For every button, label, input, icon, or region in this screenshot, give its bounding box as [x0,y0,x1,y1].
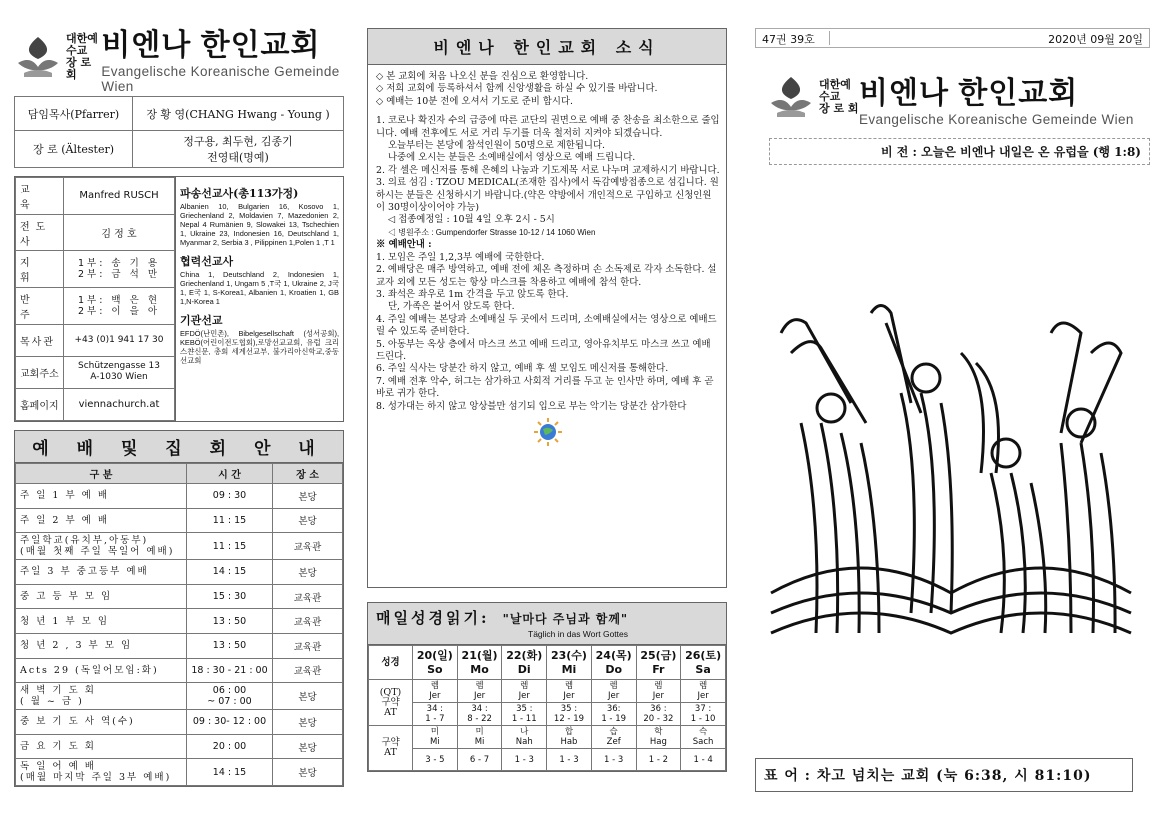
service-table [15,463,343,786]
logo-subtitle: Evangelische Koreanische Gemeinde Wien [859,111,1134,127]
bible-day-de: Di [517,662,531,676]
bible-day-row [369,646,726,680]
bible-day-de: So [427,662,443,676]
bible-cell: 34 : 1 - 7 [413,703,458,726]
bible-day-kr: 22(화) [506,648,543,662]
staff-label: 홈페이지 [16,388,64,420]
service-place: 교육관 [273,584,343,609]
logo-small-bottom: 장 로 회 [66,56,92,81]
globe-icon [376,417,720,451]
service-row [16,508,343,533]
bible-cell: 37 : 1 - 10 [681,703,726,726]
issue-bar [755,28,1150,48]
bible-day-kr: 21(월) [461,648,498,662]
service-time: 09 : 30 [187,484,273,509]
news-item: ◁ 병원주소 : Gumpendorfer Strasse 10-12 / 14 1060 Wien [388,227,596,237]
church-emblem-icon [14,33,62,81]
bible-day-de: Fr [652,662,665,676]
news-intro: ◇ 저희 교회에 등록하셔서 함께 신앙생활을 하실 수 있기를 바랍니다. [376,83,658,95]
org-title: 기관선교 [180,314,223,327]
bible-at-books-row [369,680,726,703]
bible-row-label: 구약 AT [369,726,413,771]
staff-label: 교회주소 [16,356,64,388]
service-name: 새 벽 기 도 회 ( 월 ~ 금 ) [16,683,187,710]
service-time: 13 : 50 [187,633,273,658]
bible-table [368,645,726,771]
bible-day-de: Sa [695,662,711,676]
bible-cell: 36: 1 - 19 [591,703,636,726]
news-item: 오늘부터는 본당에 참석인원이 50명으로 제한됩니다. [388,140,606,152]
bible-cell: 나 Nah [502,726,547,749]
service-header: 장 소 [273,464,343,484]
staff-table [15,177,175,421]
motto: 표 어 : 차고 넘치는 교회 (눅 6:38, 시 81:10) [755,758,1133,792]
org-text: EFDÖ(난민촌), Bibelgesellschaft (성서공회), KEBÖ(어린이전도협회),로망선교교회, 유럽 크리스챤신문, 총회 세계선교부, 불가리아신학교,중동선교회 [180,329,339,365]
issue-volume: 47권 39호 [762,31,830,45]
staff-value: 1부: 백 은 현 2부: 이 을 아 [64,288,175,325]
bible-cell: 습 Zef [591,726,636,749]
logo-title: 비엔나 한인교회 [101,29,321,62]
worship-title: ※ 예배안내 : [376,239,432,251]
bible-day [502,646,547,680]
service-row [16,560,343,585]
bible-cell: 36 : 20 - 32 [636,703,681,726]
service-place: 교육관 [273,633,343,658]
service-name: 금 요 기 도 회 [16,734,187,759]
service-place: 교육관 [273,658,343,683]
bible-cell: 1 - 2 [636,749,681,771]
bible-day [591,646,636,680]
bible-day-kr: 23(수) [550,648,587,662]
service-name: 청 년 1 부 모 임 [16,609,187,634]
service-name: 중 고 등 부 모 임 [16,584,187,609]
news-body [368,65,726,451]
service-time: 11 : 15 [187,533,273,560]
bible-day-kr: 25(금) [640,648,677,662]
service-header: 시 간 [187,464,273,484]
news-intro: ◇ 예배는 10분 전에 오셔서 기도로 준비 합시다. [376,95,573,107]
service-time: 09 : 30- 12 : 00 [187,710,273,735]
bible-day [547,646,592,680]
bible-cell: 미 Mi [413,726,458,749]
bible-row-label: 성경 [369,646,413,680]
pastor-value: 장 황 영(CHANG Hwang - Young ) [133,97,344,131]
bible-subtitle: "날마다 주님과 함께" [502,612,629,626]
logo-small-top: 대한예수교 [819,78,851,103]
staff-value: Manfred RUSCH [64,178,175,215]
bible-cell: 렘 Jer [502,680,547,703]
service-place: 교육관 [273,533,343,560]
service-name: 주 일 2 부 예 배 [16,508,187,533]
service-time: 06 : 00 ~ 07 : 00 [187,683,273,710]
partner-title: 협력선교사 [180,255,234,268]
church-info [14,176,344,422]
staff-label: 전도사 [16,214,64,251]
service-row [16,484,343,509]
bible-day-de: Mi [561,662,577,676]
issue-date: 2020년 09월 20일 [1048,33,1143,46]
worship-item: 2. 예배당은 매주 방역하고, 예배 전에 체온 측정하며 손 소독제로 각자 소독한다. 설교자 외에 모든 성도는 항상 마스크를 착용하고 예배에 참석 한다. [376,264,717,288]
bible-row-label: (QT) 구약 AT [369,680,413,726]
service-place: 본당 [273,508,343,533]
elder-value: 정구용, 최두현, 김종기 전영태(명예) [133,131,344,168]
staff-value: 김 정 호 [64,214,175,251]
bible-day-kr: 26(토) [685,648,722,662]
service-row [16,584,343,609]
service-place: 본당 [273,759,343,786]
service-name: 주 일 1 부 예 배 [16,484,187,509]
staff-value: +43 (0)1 941 17 30 [64,324,175,356]
bible-cell: 35 : 12 - 19 [547,703,592,726]
middle-column [367,28,727,772]
homepage-link[interactable]: viennachurch.at [64,388,175,420]
bible-cell: 1 - 4 [681,749,726,771]
service-row [16,759,343,786]
service-place: 교육관 [273,609,343,634]
service-time: 13 : 50 [187,609,273,634]
logo-subtitle: Evangelische Koreanische Gemeinde Wien [101,64,340,94]
service-header: 구 분 [16,464,187,484]
staff-label: 지 휘 [16,251,64,288]
news-item: 2. 각 셀은 메신저를 통해 은혜의 나눔과 기도제목 서로 나누며 교제하시기 바랍니다. [376,164,720,176]
cover-logo [767,62,1150,132]
service-row [16,683,343,710]
service-row [16,734,343,759]
bible-cell: 1 - 3 [591,749,636,771]
service-row [16,710,343,735]
church-logo [14,22,344,92]
service-row [16,658,343,683]
logo-small-top: 대한예수교 [66,32,98,57]
bible-cell: 3 - 5 [413,749,458,771]
service-schedule [14,430,344,787]
worship-item: 6. 주일 식사는 당분간 하지 않고, 예배 후 셀 모임도 메신저를 통해한다. [376,363,669,375]
service-place: 본당 [273,734,343,759]
service-name: 독 일 어 예 배 (매월 마지막 주일 3부 예배) [16,759,187,786]
staff-label: 반 주 [16,288,64,325]
staff-label: 교 육 [16,178,64,215]
bible-cell: 슥 Sach [681,726,726,749]
bible-cell: 1 - 3 [547,749,592,771]
worship-item: 7. 예배 전후 악수, 허그는 삼가하고 사회적 거리를 두고 눈 인사만 하며, 예배 후 곧 바로 귀가 한다. [376,375,714,400]
bible-german: Täglich in das Wort Gottes [528,629,628,639]
bible-title: 매일성경읽기: [376,609,490,627]
mission-title: 파송선교사(총113가정) [180,187,299,200]
bible-day [636,646,681,680]
news-section [367,28,727,588]
news-item: 1. 코로나 확진자 수의 급증에 따른 교단의 권면으로 예배 중 찬송을 최소한으로 줄입니다. 예배 전후에도 서로 거리 두기를 더욱 철저히 지켜야 되겠습니다. [376,115,720,139]
bible-cell: 학 Hag [636,726,681,749]
service-row [16,533,343,560]
bible-cell: 34 : 8 - 22 [457,703,502,726]
service-time: 20 : 00 [187,734,273,759]
worship-item: 1. 모임은 주일 1,2,3부 예배에 국한한다. [376,251,545,263]
logo-title: 비엔나 한인교회 [859,76,1079,110]
service-name: Acts 29 (독일어모임:화) [16,658,187,683]
worship-item: 4. 주일 예배는 본당과 소예배실 두 곳에서 드리며, 소예배실에서는 영상으로 예배드릴 수 있도록 준비한다. [376,313,717,338]
news-item: 나중에 오시는 분들은 소예배실에서 영상으로 예배 드립니다. [388,152,636,164]
bible-day [413,646,458,680]
bible-day-de: Do [605,662,623,676]
service-place: 본당 [273,560,343,585]
service-name: 중 보 기 도 사 역(수) [16,710,187,735]
service-row [16,633,343,658]
bible-cell: 렘 Jer [681,680,726,703]
partner-text: China 1, Deutschland 2, Indonesien 1, Griechenland 1, Ungarn 5 ,T국 1, Ukraine 2, J국 1, E국 1, S-Korea1, Albanien 1, Kroatien 1, GB 1,N-Korea 1 [180,270,339,306]
elder-label: 장 로 (Ältester) [15,131,133,168]
bible-day-kr: 24(목) [595,648,632,662]
mission-info [175,177,343,421]
bible-cell: 1 - 3 [502,749,547,771]
service-name: 청 년 2 , 3 부 모 임 [16,633,187,658]
bible-day-kr: 20(일) [416,648,453,662]
pastor-table [14,96,344,168]
service-name: 주일 3 부 중고등부 예배 [16,560,187,585]
service-name: 주일학교(유치부,아동부) (매월 첫째 주일 목일어 예배) [16,533,187,560]
service-time: 15 : 30 [187,584,273,609]
service-place: 본당 [273,484,343,509]
worship-illustration [761,293,1141,673]
vision-statement: 비 전 : 오늘은 비엔나 내일은 온 유럽을 (행 1:8) [769,138,1150,165]
bible-day-de: Mo [470,662,489,676]
service-place: 본당 [273,710,343,735]
news-item: ◁ 접종예정일 : 10월 4일 오후 2시 - 5시 [388,214,555,226]
bible-cell: 렘 Jer [457,680,502,703]
service-time: 11 : 15 [187,508,273,533]
bible-header [368,603,726,645]
bible-cell: 렘 Jer [591,680,636,703]
bible-cell: 렘 Jer [413,680,458,703]
bible-cell: 미 Mi [457,726,502,749]
bible-at-refs-row [369,703,726,726]
right-column [755,28,1150,784]
bible-cell: 렘 Jer [636,680,681,703]
address-value: Schützengasse 13 A-1030 Wien [64,356,175,388]
bible-day [681,646,726,680]
worship-item: 단, 가족은 붙어서 앉도록 한다. [388,301,515,313]
staff-label: 목사관 [16,324,64,356]
bible-at2-refs-row [369,749,726,771]
service-title: 예 배 및 집 회 안 내 [15,431,343,463]
staff-value: 1부: 송 기 용 2부: 금 석 만 [64,251,175,288]
logo-small-bottom: 장 로 회 [819,102,859,115]
church-emblem-icon [767,73,815,121]
left-column [14,22,344,787]
worship-item: 5. 아동부는 옥상 층에서 마스크 쓰고 예배 드리고, 영아유치부도 마스크 쓰고 예배 드린다. [376,338,711,362]
worship-item: 3. 좌석은 좌우로 1m 간격을 두고 앉도록 한다. [376,288,569,300]
news-intro: ◇ 본 교회에 처음 나오신 분을 진심으로 환영합니다. [376,71,589,82]
bible-cell: 합 Hab [547,726,592,749]
pastor-label: 담임목사(Pfarrer) [15,97,133,131]
bible-cell: 렘 Jer [547,680,592,703]
news-item: 3. 의료 섬김 : TZOU MEDICAL(조재한 집사)에서 독감예방접종으로 섬깁니다. 원하시는 분들은 신청하시기 바랍니다.(약은 약방에서 개인적으로 구입하고 신청인원이 30명이상이어야 가능) [376,177,719,214]
mission-text: Albanien 10, Bulgarien 16, Kosovo 1, Griechenland 2, Moldavien 7, Mazedonien 2, Nepal 4 Rumänien 9, Slowakei 13, Tschechien 1, Ukraine 23, Indonesien 16, Deutschland 1, Myanmar 2, Serbia 3 , Pilippinen 1,Polen 1 ,T 1 [180,202,339,247]
service-row [16,609,343,634]
service-time: 14 : 15 [187,560,273,585]
bible-cell: 35 : 1 - 11 [502,703,547,726]
bible-day [457,646,502,680]
service-time: 14 : 15 [187,759,273,786]
service-place: 본당 [273,683,343,710]
worship-item: 8. 성가대는 하지 않고 앙상블만 섬기되 입으로 부는 악기는 당분간 삼가한다 [376,400,687,412]
bible-cell: 6 - 7 [457,749,502,771]
bible-reading [367,602,727,772]
bible-at2-books-row [369,726,726,749]
news-title: 비엔나 한인교회 소식 [368,29,726,65]
service-time: 18 : 30 - 21 : 00 [187,658,273,683]
